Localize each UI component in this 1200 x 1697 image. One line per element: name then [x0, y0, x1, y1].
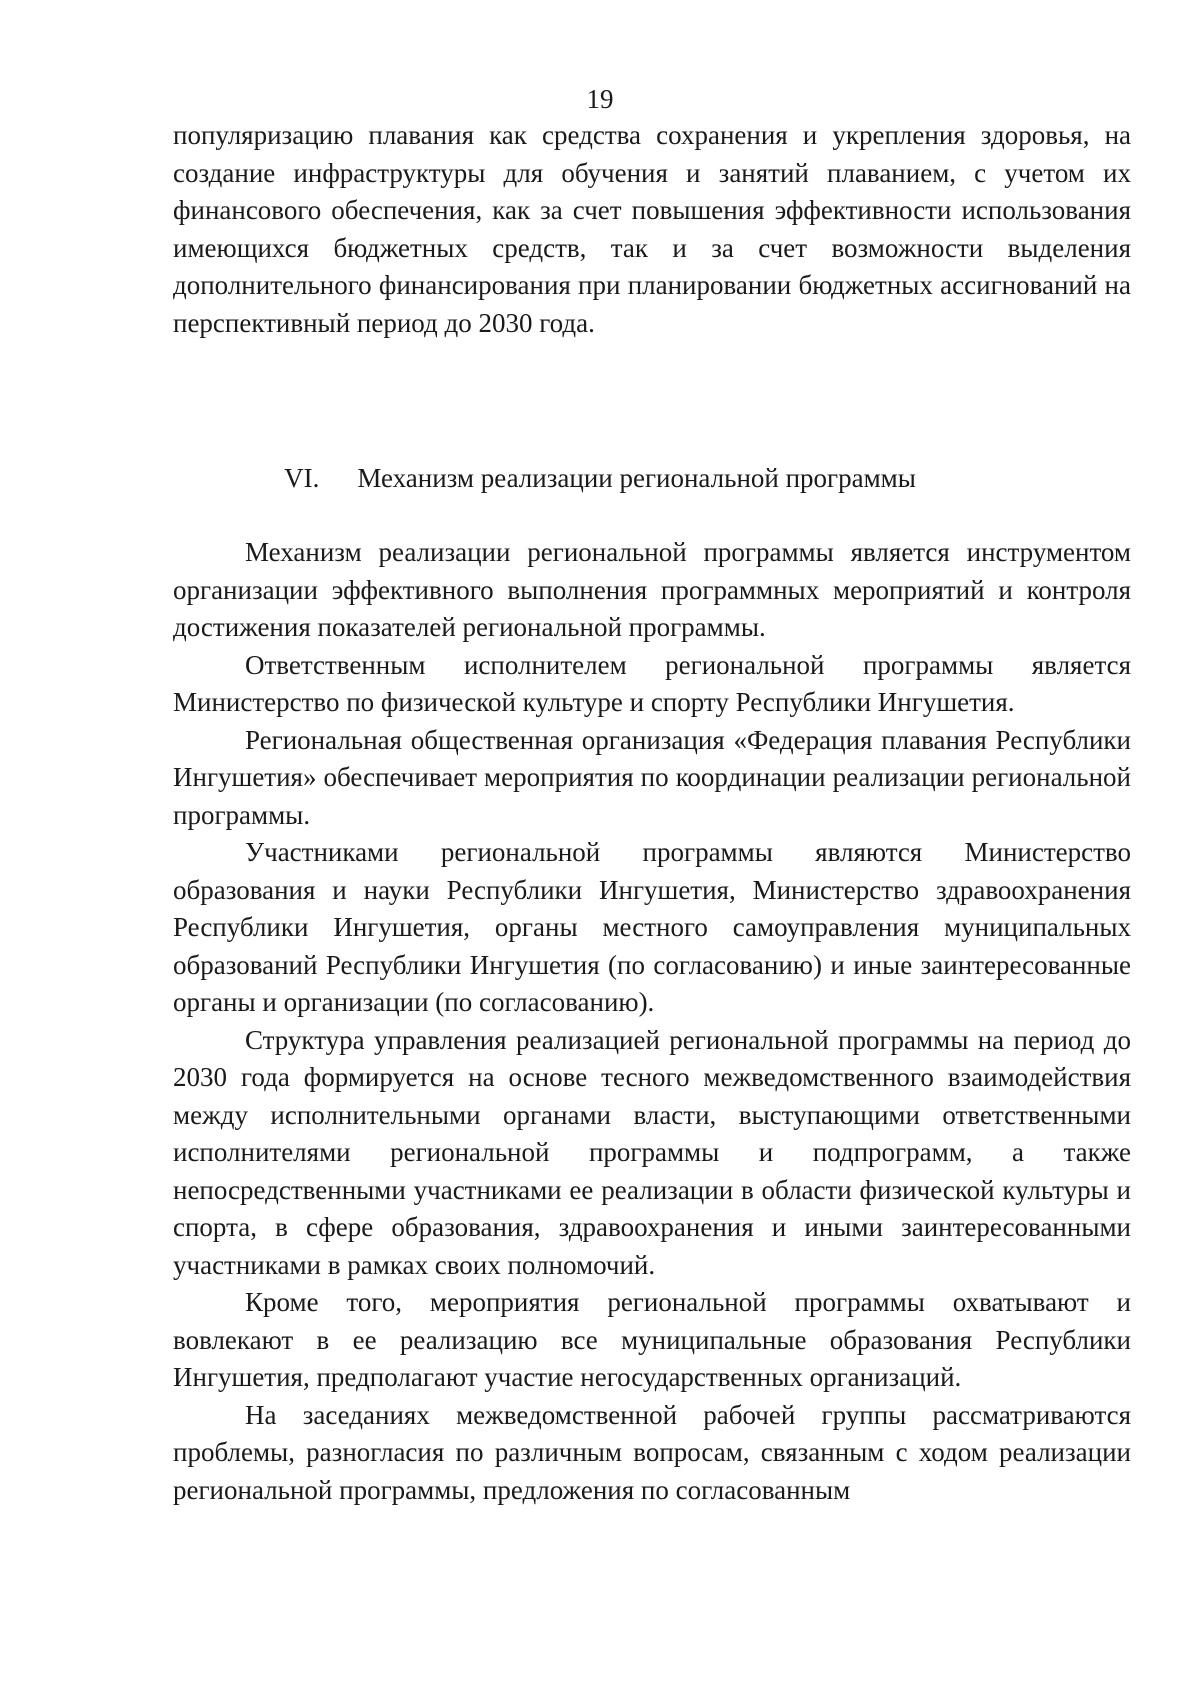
paragraph-working-group: На заседаниях межведомственной рабочей группы рассматриваются проблемы, разногласия по различным вопросам, связанным с ходом реализации региональной программы, предложения по согласованным	[173, 1399, 1131, 1505]
page-number: 19	[586, 84, 614, 114]
paragraph-municipalities: Кроме того, мероприятия региональной программы охватывают и вовлекают в ее реализацию все муниципальные образования Республики Ингушетия, предполагают участие негосударственных организаций.	[173, 1287, 1131, 1392]
section-body	[173, 534, 1131, 1509]
paragraph-mechanism: Механизм реализации региональной программы является инструментом организации эффективного выполнения программных мероприятий и контроля достижения показателей региональной программы.	[173, 537, 1131, 642]
section-heading	[0, 460, 1200, 498]
paragraph-responsible-executor: Ответственным исполнителем региональной программы является Министерство по физической культуре и спорту Республики Ингушетия.	[173, 649, 1131, 717]
section-number: VI.	[284, 463, 320, 493]
paragraph-management-structure: Структура управления реализацией региональной программы на период до 2030 года формируется на основе тесного межведомственного взаимодействия между исполнительными органами власти, выступающими ответственными исполнителями региональной программы и подпрограмм, а также непосредственными участниками ее реализации в области физической культуры и спорта, в сфере образования, здравоохранения и иными заинтересованными участниками в рамках своих полномочий.	[173, 1024, 1131, 1280]
paragraph-swimming-federation: Региональная общественная организация «Федерация плавания Республики Ингушетия» обеспечивает мероприятия по координации реализации региональной программы.	[173, 724, 1131, 830]
paragraph-participants: Участниками региональной программы являются Министерство образования и науки Республики Ингушетия, Министерство здравоохранения Республики Ингушетия, органы местного самоуправления муниципальных образований Республики Ингушетия (по согласованию) и иные заинтересованные органы и организации (по согласованию).	[173, 837, 1131, 1017]
intro-paragraph: популяризацию плавания как средства сохранения и укрепления здоровья, на создание инфраструктуры для обучения и занятий плаванием, с учетом их финансового обеспечения, как за счет повышения эффективности использования имеющихся бюджетных средств, так и за счет возможности выделения дополнительного финансирования при планировании бюджетных ассигнований на перспективный период до 2030 года.	[173, 120, 1131, 338]
section-title: Механизм реализации региональной программы	[357, 463, 916, 493]
